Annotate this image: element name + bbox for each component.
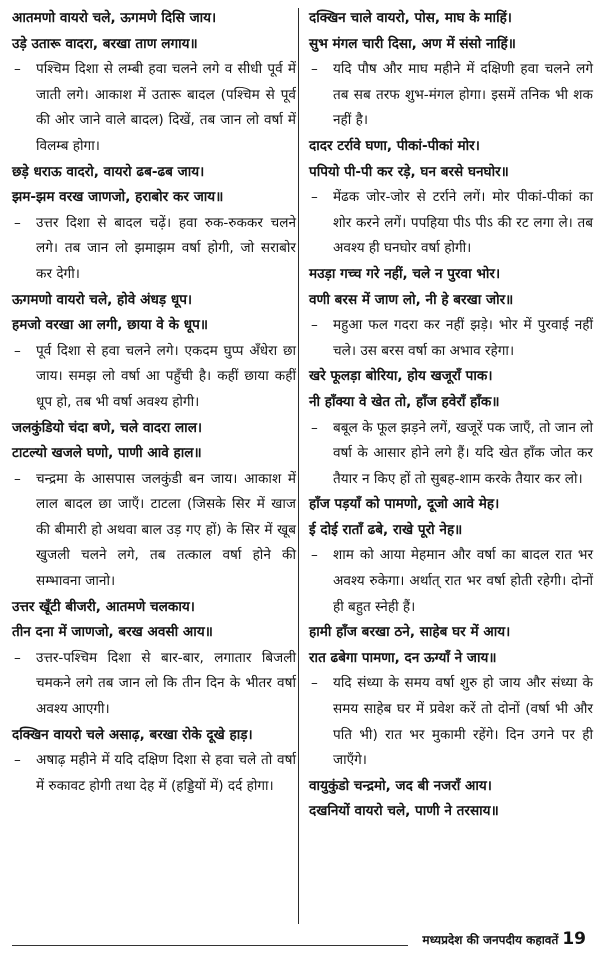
verse-line: तीन दना में जाणजो, बरख अवसी आय॥ xyxy=(12,624,213,641)
proverb-entry xyxy=(309,364,593,492)
explanation-text: यदि पौष और माघ महीने में दक्षिणी हवा चलने लगे तब सब तरफ शुभ-मंगल होगा। इसमें तनिक भी शक नहीं है। xyxy=(333,61,593,129)
proverb-entry xyxy=(12,160,296,288)
verse-line: वायुकुंडो चन्द्रमो, जद बी नजराँ आय। xyxy=(309,777,492,794)
verse-line: ऊगमणो वायरो चले, होवे अंधड़ धूप। xyxy=(12,291,193,308)
verse-line: हमजो वरखा आ लगी, छाया वे के धूप॥ xyxy=(12,317,208,334)
right-column xyxy=(309,6,593,825)
verse-line: उत्तर खूँटी बीजरी, आतमणे चलकाय। xyxy=(12,598,195,615)
explanation-text: यदि संध्या के समय वर्षा शुरु हो जाय और संध्या के समय साहेब घर में प्रवेश करें तो दोनों (वर्षा भी और पति भी) रात भर मुकामी रहेंगे। दिन उगने पर ही जाएँगे। xyxy=(333,675,593,769)
verse-line: ई दोई राताँ ढबे, राखे पूरो नेह॥ xyxy=(309,521,463,538)
column-divider xyxy=(298,8,299,924)
explanation-text: महुआ फल गदरा कर नहीं झड़े। भोर में पुरवाई नहीं चले। उस बरस वर्षा का अभाव रहेगा। xyxy=(333,317,593,359)
verse-line: आतमणो वायरो चले, ऊगमणे दिसि जाय। xyxy=(12,10,217,26)
explanation: – महुआ फल गदरा कर नहीं झड़े। भोर में पुरवाई नहीं चले। उस बरस वर्षा का अभाव रहेगा। xyxy=(309,313,593,364)
verse-line: दादर टर्रावे घणा, पीकां-पीकां मोर। xyxy=(309,137,480,154)
explanation: – यदि संध्या के समय वर्षा शुरु हो जाय और संध्या के समय साहेब घर में प्रवेश करें तो दोनों (वर्षा भी और पति भी) रात भर मुकामी रहेंगे। दिन उगने पर ही जाएँगे। xyxy=(309,671,593,773)
explanation: – चन्द्रमा के आसपास जलकुंडी बन जाय। आकाश में लाल बादल छा जाएँ। टाटला (जिसके सिर में खाज की बीमारी हो अथवा बाल उड़ गए हों) के सिर में खूब खुजली चलने लगे, तब तत्काल वर्षा होने की सम्भावना जानो। xyxy=(12,467,296,595)
verse-line: दक्खिन चाले वायरो, पोस, माघ के माहिं। xyxy=(309,10,512,26)
explanation: – उत्तर-पश्चिम दिशा से बार-बार, लगातार बिजली चमकने लगे तब जान लो कि तीन दिन के भीतर वर्षा अवश्य आएगी। xyxy=(12,646,296,723)
verse-line: टाटल्यो खजले घणो, पाणी आवे हाल॥ xyxy=(12,445,202,462)
proverb-entry xyxy=(309,6,593,134)
proverb-entry xyxy=(12,723,296,800)
verse-line: हाँज पड़याँ को पामणो, दूजो आवे मेह। xyxy=(309,496,500,513)
verse-line: हामी हाँज बरखा ठने, साहेब घर में आय। xyxy=(309,624,511,641)
explanation: – मेंढक जोर-जोर से टर्राने लगें। मोर पीकां-पीकां का शोर करने लगें। पपहिया पीऽ पीऽ की रट लगा ले। तब अवश्य ही घनघोर वर्षा होगी। xyxy=(309,185,593,262)
footer-rule xyxy=(12,945,408,946)
page-footer xyxy=(422,929,586,950)
verse-line: मउड़ा गच्च गरे नहीं, चले न पुरवा भोर। xyxy=(309,265,501,282)
verse-line: नी हाँक्या वे खेत तो, हाँज हवेराँ हाँक॥ xyxy=(309,393,500,410)
page-number: 19 xyxy=(562,929,586,949)
verse-line: दखनियों वायरो चले, पाणी ने तरसाय॥ xyxy=(309,803,499,820)
proverb-entry xyxy=(309,262,593,364)
explanation: – शाम को आया मेहमान और वर्षा का बादल रात भर अवश्य रुकेगा। अर्थात् रात भर वर्षा होती रहेगी। दोनों ही बहुत स्नेही हैं। xyxy=(309,543,593,620)
verse-line: झम-झम वरख जाणजो, हराबोर कर जाय॥ xyxy=(12,189,224,206)
verse-line: जलकुंडियो चंदा बणे, चले वादरा लाल। xyxy=(12,419,203,436)
verse-line: रात ढबेगा पामणा, दन ऊग्याँ ने जाय॥ xyxy=(309,649,497,666)
proverb-entry xyxy=(309,774,593,825)
verse-line: वणी बरस में जाण लो, नी हे बरखा जोर॥ xyxy=(309,291,514,308)
proverb-entry xyxy=(12,6,296,160)
explanation-text: बबूल के फूल झड़ने लगें, खजूरें पक जाएँ, तो जान लो वर्षा के आसार होने लगे हैं। यदि खेत हाँक जोत कर तैयार न किए हों तो सुबह-शाम करके तैयार कर लो। xyxy=(333,419,593,487)
proverb-entry xyxy=(12,416,296,595)
proverb-entry xyxy=(309,134,593,262)
verse-line: सुभ मंगल चारी दिसा, अण में संसो नाहिं॥ xyxy=(309,35,516,52)
proverb-entry xyxy=(12,288,296,416)
book-title: मध्यप्रदेश की जनपदीय कहावतें xyxy=(422,933,559,947)
explanation-text: पूर्व दिशा से हवा चलने लगे। एकदम घुप्प अँधेरा छा जाय। समझ लो वर्षा आ पहुँची है। कहीं छाया कहीं धूप हो, तब भी वर्षा अवश्य होगी। xyxy=(36,342,296,410)
explanation: – पूर्व दिशा से हवा चलने लगे। एकदम घुप्प अँधेरा छा जाय। समझ लो वर्षा आ पहुँची है। कहीं छाया कहीं धूप हो, तब भी वर्षा अवश्य होगी। xyxy=(12,339,296,416)
explanation-text: उत्तर दिशा से बादल चढ़ें। हवा रुक-रुककर चलने लगे। तब जान लो झमाझम वर्षा होगी, जो सराबोर कर देगी। xyxy=(36,214,296,282)
explanation-text: शाम को आया मेहमान और वर्षा का बादल रात भर अवश्य रुकेगा। अर्थात् रात भर वर्षा होती रहेगी। दोनों ही बहुत स्नेही हैं। xyxy=(333,547,593,615)
explanation-text: उत्तर-पश्चिम दिशा से बार-बार, लगातार बिजली चमकने लगे तब जान लो कि तीन दिन के भीतर वर्षा अवश्य आएगी। xyxy=(36,649,296,718)
explanation: – यदि पौष और माघ महीने में दक्षिणी हवा चलने लगे तब सब तरफ शुभ-मंगल होगा। इसमें तनिक भी शक नहीं है। xyxy=(309,57,593,134)
proverb-entry xyxy=(309,620,593,774)
verse-line: पपियो पी-पी कर रड़े, घन बरसे घनघोर॥ xyxy=(309,163,509,180)
explanation-text: चन्द्रमा के आसपास जलकुंडी बन जाय। आकाश में लाल बादल छा जाएँ। टाटला (जिसके सिर में खाज की बीमारी हो अथवा बाल उड़ गए हों) के सिर में खूब खुजली चलने लगे, तब तत्काल वर्षा होने की सम्भावना जानो। xyxy=(36,470,296,590)
verse-line: खरे फूलड़ा बोरिया, होय खजूराँ पाक। xyxy=(309,368,493,385)
verse-line: दक्खिन वायरो चले असाढ़, बरखा रोके दूखे हाड़। xyxy=(12,726,253,743)
proverb-entry xyxy=(309,492,593,620)
verse-line: छड़े धराऊ वादरो, वायरो ढब-ढब जाय। xyxy=(12,163,205,180)
explanation: – उत्तर दिशा से बादल चढ़ें। हवा रुक-रुककर चलने लगे। तब जान लो झमाझम वर्षा होगी, जो सराबोर कर देगी। xyxy=(12,211,296,288)
explanation-text: अषाढ़ महीने में यदि दक्षिण दिशा से हवा चले तो वर्षा में रुकावट होगी तथा देह में (हड्डियों में) दर्द होगा। xyxy=(36,752,296,794)
explanation-text: मेंढक जोर-जोर से टर्राने लगें। मोर पीकां-पीकां का शोर करने लगें। पपहिया पीऽ पीऽ की रट लगा ले। तब अवश्य ही घनघोर वर्षा होगी। xyxy=(333,189,593,257)
explanation: – अषाढ़ महीने में यदि दक्षिण दिशा से हवा चले तो वर्षा में रुकावट होगी तथा देह में (हड्डियों में) दर्द होगा। xyxy=(12,748,296,799)
explanation: – पश्चिम दिशा से लम्बी हवा चलने लगे व सीधी पूर्व में जाती लगे। आकाश में उतारू बादल (पश्चिम से पूर्व की ओर जाने वाले बादल) दिखें, तब जान लो वर्षा में विलम्ब होगा। xyxy=(12,57,296,159)
explanation-text: पश्चिम दिशा से लम्बी हवा चलने लगे व सीधी पूर्व में जाती लगे। आकाश में उतारू बादल (पश्चिम से पूर्व की ओर जाने वाले बादल) दिखें, तब जान लो वर्षा में विलम्ब होगा। xyxy=(36,61,296,154)
left-column xyxy=(12,6,296,799)
explanation: – बबूल के फूल झड़ने लगें, खजूरें पक जाएँ, तो जान लो वर्षा के आसार होने लगे हैं। यदि खेत हाँक जोत कर तैयार न किए हों तो सुबह-शाम करके तैयार कर लो। xyxy=(309,416,593,493)
verse-line: उड़े उतारू वादरा, बरखा ताण लगाय॥ xyxy=(12,35,198,52)
proverb-entry xyxy=(12,595,296,723)
